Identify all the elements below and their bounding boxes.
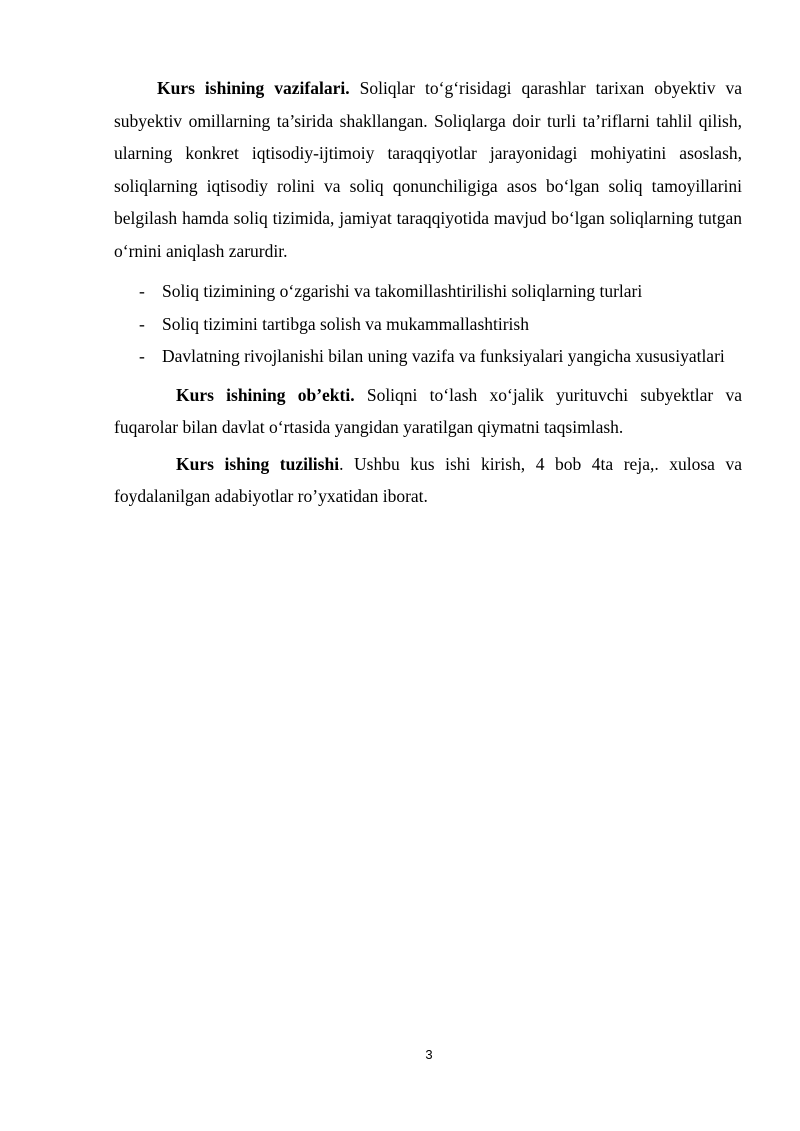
document-body: [114, 72, 742, 513]
course-structure-heading: Kurs ishing tuzilishi: [176, 453, 340, 474]
paragraph-course-structure: [114, 448, 742, 513]
list-item-text: Soliq tizimini tartibga solish va mukammallashtirish: [162, 313, 529, 334]
list-item-text: Soliq tizimining o‘zgarishi va takomillashtirilishi soliqlarning turlari: [162, 281, 643, 301]
course-structure-text: . Ushbu kus ishi kirish, 4 bob 4ta reja,. xulosa va foydalanilgan adabiyotlar ro’yxatidan iborat.: [114, 453, 743, 506]
list-item: [114, 308, 742, 341]
list-dash: -: [139, 313, 145, 334]
course-goals-text: Soliqlar to‘g‘risidagi qarashlar tarixan obyektiv va subyektiv omillarning ta’sirida shakllangan. Soliqlarga doir turli ta’riflarni tahlil qilish, ularning konkret iqtisodiy-ijtimoiy taraqqiyotlar jarayonidagi mohiyatini asoslash, soliqlarning iqtisodiy rolini va soliq qonunchiligiga asos bo‘lgan soliq tamoyillarini belgilash hamda soliq tizimida, jamiyat taraqqiyotida mavjud bo‘lgan soliqlarning tutgan o‘rnini aniqlash zarurdir.: [114, 78, 742, 261]
paragraph-course-goals: [114, 72, 742, 267]
course-object-text: Soliqni to‘lash xo‘jalik yurituvchi subyektlar va fuqarolar bilan davlat o‘rtasida yangidan yaratilgan qiymatni taqsimlash.: [114, 384, 742, 437]
bullet-list: [114, 275, 742, 373]
list-dash: -: [139, 346, 145, 366]
list-item: [114, 340, 742, 373]
course-goals-heading: Kurs ishining vazifalari.: [157, 78, 350, 98]
list-dash: -: [139, 281, 145, 301]
list-item: [114, 275, 742, 308]
list-item-text: Davlatning rivojlanishi bilan uning vazifa va funksiyalari yangicha xususiyatlari: [162, 346, 725, 366]
course-object-heading: Kurs ishining ob’ekti.: [176, 384, 355, 405]
paragraph-course-object: [114, 379, 742, 444]
page-number: 3: [425, 1047, 433, 1062]
